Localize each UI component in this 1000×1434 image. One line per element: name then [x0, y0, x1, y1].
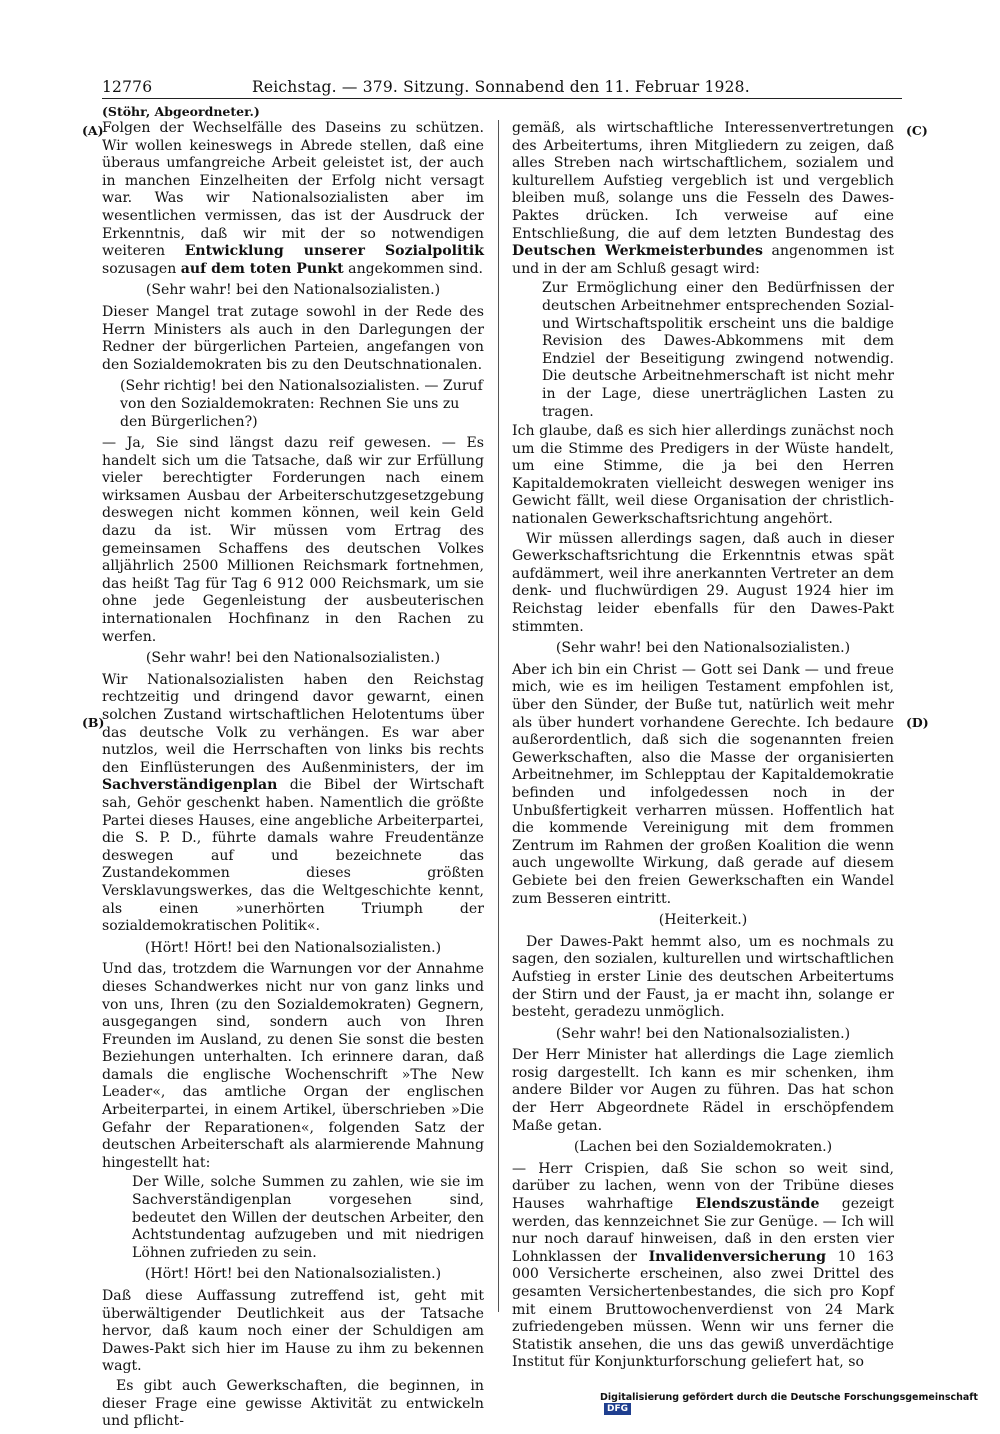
paragraph: Der Herr Minister hat allerdings die Lage ziemlich rosig dargestellt. Ich kann es mir schenken, ihm andere Bilder vor Augen zu führen. Das hat schon der Herr Abgeordnete Rädel in erschöpfendem Maße getan.: [512, 1047, 894, 1134]
paragraph: — Ja, Sie sind längst dazu reif gewesen. — Es handelt sich um die Tatsache, daß wir zur Erfüllung vieler berechtigter Forderungen nach einem wirksamen Ausbau der Arbeiterschutzgesetzgebung deswegen nicht kommen können, weil kein Geld dazu da ist. Wir müssen vom Ertrag des gemeinsamen Schaffens des deutschen Volkes alljährlich 2500 Millionen Reichsmark fortnehmen, das heißt Tag für Tag 6 912 000 Reichsmark, um sie ohne jede Gegenleistung der ausbeuterischen internationalen Hochfinanz in den Rachen zu werfen.: [102, 435, 484, 645]
page-number: 12776: [102, 78, 153, 96]
emphasis: Elendszustände: [695, 1196, 820, 1213]
right-column: [512, 120, 894, 1374]
emphasis: Invalidenversicherung: [648, 1248, 826, 1265]
dfg-logo: DFG: [604, 1403, 631, 1415]
speaker-line: (Stöhr, Abgeordneter.): [102, 104, 260, 119]
margin-label-c: (C): [906, 123, 928, 138]
emphasis: Entwicklung unserer Sozialpolitik: [184, 243, 485, 260]
margin-label-d: (D): [906, 715, 929, 730]
column-divider: [498, 120, 499, 1312]
interjection: (Heiterkeit.): [658, 912, 748, 929]
footer-text: Digitalisierung gefördert durch die Deutsche Forschungsgemeinschaft: [600, 1392, 978, 1403]
header-title: Reichstag. — 379. Sitzung. Sonnabend den 11. Februar 1928.: [252, 78, 750, 96]
footer-credit: [600, 1392, 1000, 1415]
paragraph: gemäß, als wirtschaftliche Interessenvertretungen des Arbeitertums, ihren Mitgliedern zu zeigen, daß alles Streben nach wirtschaftlichem, sozialem und kulturellem Aufstieg vergeblich ist und vergeblich bleiben muß, solange uns die Fesseln des Dawes-Paktes drücken. Ich verweise auf eine Entschließung, die auf dem letzten Bundestag des Deutschen Werkmeisterbundes angenommen ist und in der am Schluß gesagt wird:: [512, 120, 894, 277]
paragraph: Wir müssen allerdings sagen, daß auch in dieser Gewerkschaftsrichtung die Erkenntnis etwas spät aufdämmert, weil ihre anerkannten Vertreter an dem denk- und fluchwürdigen 29. August 1924 hier im Reichstag leider ebenfalls für den Dawes-Pakt stimmten.: [512, 530, 894, 635]
left-column: [102, 120, 484, 1433]
paragraph: Aber ich bin ein Christ — Gott sei Dank — und freue mich, wie es im heiligen Testament empfohlen ist, über den Sünder, der Buße tut, natürlich weit mehr als über hundert vorhandene Gerechte. Ich bedaure außerordentlich, daß sich die sogenannten freien Gewerkschaften, also die Masse der organisierten Arbeitnehmer, im Schlepptau der Kapitaldemokratie befinden und infolgedessen noch in der Unbußfertigkeit verharren müssen. Hoffentlich hat die kommende Vereinigung mit dem frommen Zentrum im Rahmen der großen Koalition die wenn auch ungewollte Wirkung, daß gerade auf diesem Gebiete bei den freien Gewerkschaften ein Wandel zum Besseren eintritt.: [512, 661, 894, 907]
interjection: (Sehr wahr! bei den Nationalsozialisten.): [145, 650, 441, 667]
interjection: (Hört! Hört! bei den Nationalsozialisten.): [144, 939, 442, 956]
margin-label-b: (B): [82, 715, 105, 730]
interjection: (Lachen bei den Sozialdemokraten.): [573, 1139, 833, 1156]
quotation: Zur Ermöglichung einer den Bedürfnissen der deutschen Arbeitnehmer entsprechenden Sozial- und Wirtschaftspolitik erscheint uns die baldige Revision des Dawes-Abkommens mit dem Endziel der Beseitigung zwingend notwendig. Die deutsche Arbeitnehmerschaft ist nicht mehr in der Lage, diese unerträglichen Lasten zu tragen.: [542, 280, 894, 420]
paragraph: Der Dawes-Pakt hemmt also, um es nochmals zu sagen, den sozialen, kulturellen und wirtschaftlichen Aufstieg in erster Linie des deutschen Arbeitertums der Stirn und der Faust, ja er macht ihn, solange er besteht, geradezu unmöglich.: [512, 933, 894, 1021]
paragraph: Wir Nationalsozialisten haben den Reichstag rechtzeitig und dringend davor gewarnt, einen solchen Zustand wirtschaftlichen Helotentums über das deutsche Volk zu verhängen. Es war aber nutzlos, weil die Herrschaften von links bis rechts den Einflüsterungen des Außenministers, der im Sachverständigenplan die Bibel der Wirtschaft sah, Gehör geschenkt haben. Namentlich die größte Partei dieses Hauses, eine angebliche Arbeiterpartei, die S. P. D., führte damals wahre Freudentänze deswegen auf und bezeichnete das Zustandekommen dieses größten Versklavungswerkes, das die Weltgeschichte kennt, als einen »unerhörten Triumph der sozialdemokratischen Politik«.: [102, 671, 484, 935]
interjection: (Sehr richtig! bei den Nationalsozialisten. — Zuruf von den Sozialdemokraten: Rechnen Sie uns zu den Bürgerlichen?): [120, 378, 483, 430]
paragraph: — Herr Crispien, daß Sie schon so weit sind, darüber zu lachen, wenn von der Tribüne dieses Hauses wahrhaftige Elendszustände gezeigt werden, das kennzeichnet Sie zur Genüge. — Ich will nur noch darauf hinweisen, daß in den ersten vier Lohnklassen der Invalidenversicherung 10 163 000 Versicherte erscheinen, also zwei Drittel des gesamten Versichertenbestandes, die sich pro Kopf mit einem Bruttowochenverdienst von 24 Mark zufriedengeben müssen. Wenn wir uns ferner die Statistik ansehen, die uns das gewiß unverdächtige Institut für Konjunkturforschung geliefert hat, so: [512, 1160, 895, 1371]
interjection: (Sehr wahr! bei den Nationalsozialisten.): [555, 640, 851, 657]
margin-label-a: (A): [82, 123, 104, 138]
emphasis: auf dem toten Punkt: [180, 260, 344, 277]
emphasis: Deutschen Werkmeisterbundes: [512, 243, 763, 260]
interjection: (Hört! Hört! bei den Nationalsozialisten.): [144, 1266, 442, 1283]
paragraph: Folgen der Wechselfälle des Daseins zu schützen. Wir wollen keineswegs in Abrede stellen, daß eine überaus umfangreiche Arbeit geleistet ist, der auch in manchen Einzelheiten der Erfolg nicht versagt war. Was wir Nationalsozialisten aber im wesentlichen vermissen, das ist der Ausdruck der Erkenntnis, daß wir mit der so notwendigen weiteren Entwicklung unserer Sozialpolitik sozusagen auf dem toten Punkt angekommen sind.: [102, 120, 485, 277]
paragraph: Dieser Mangel trat zutage sowohl in der Rede des Herrn Ministers als auch in den Darlegungen der Redner der bürgerlichen Parteien, angefangen von den Sozialdemokraten bis zu den Deutschnationalen.: [102, 303, 484, 373]
paragraph: Es gibt auch Gewerkschaften, die beginnen, in dieser Frage eine gewisse Aktivität zu entwickeln und pflicht-: [102, 1377, 484, 1430]
paragraph: Daß diese Auffassung zutreffend ist, geht mit überwältigender Deutlichkeit aus der Tatsache hervor, daß kaum noch einer der Schuldigen am Dawes-Pakt sich hier im Hause zu ihm zu bekennen wagt.: [102, 1288, 484, 1375]
interjection: (Sehr wahr! bei den Nationalsozialisten.): [555, 1025, 851, 1042]
paragraph: Und das, trotzdem die Warnungen vor der Annahme dieses Schandwerkes nicht nur von ganz links und von uns, Ihren (zu den Sozialdemokraten) Gegnern, ausgegangen sind, sondern auch von Ihren Freunden im Ausland, zu denen Sie sonst die besten Beziehungen unterhalten. Ich erinnere daran, daß damals die englische Wochenschrift »The New Leader«, das amtliche Organ der englischen Arbeiterpartei, in einem Artikel, überschrieben »Die Gefahr der Reparationen«, folgenden Satz der deutschen Arbeiterschaft als alarmierende Mahnung hingestellt hat:: [102, 961, 484, 1171]
emphasis: Sachverständigenplan: [102, 777, 278, 794]
header-rule: [102, 98, 902, 99]
quotation: Der Wille, solche Summen zu zahlen, wie sie im Sachverständigenplan vorgesehen sind, bedeutet den Willen der deutschen Arbeiter, den Achtstundentag aufzugeben und mit niedrigen Löhnen zufrieden zu sein.: [132, 1174, 484, 1261]
paragraph: Ich glaube, daß es sich hier allerdings zunächst noch um die Stimme des Predigers in der Wüste handelt, um eine Stimme, die ja bei den Herren Kapitaldemokraten vielleicht deswegen weniger ins Gewicht fällt, weil diese Organisation der christlich-nationalen Gewerkschaftsrichtung angehört.: [512, 423, 894, 528]
interjection: (Sehr wahr! bei den Nationalsozialisten.): [145, 282, 441, 299]
